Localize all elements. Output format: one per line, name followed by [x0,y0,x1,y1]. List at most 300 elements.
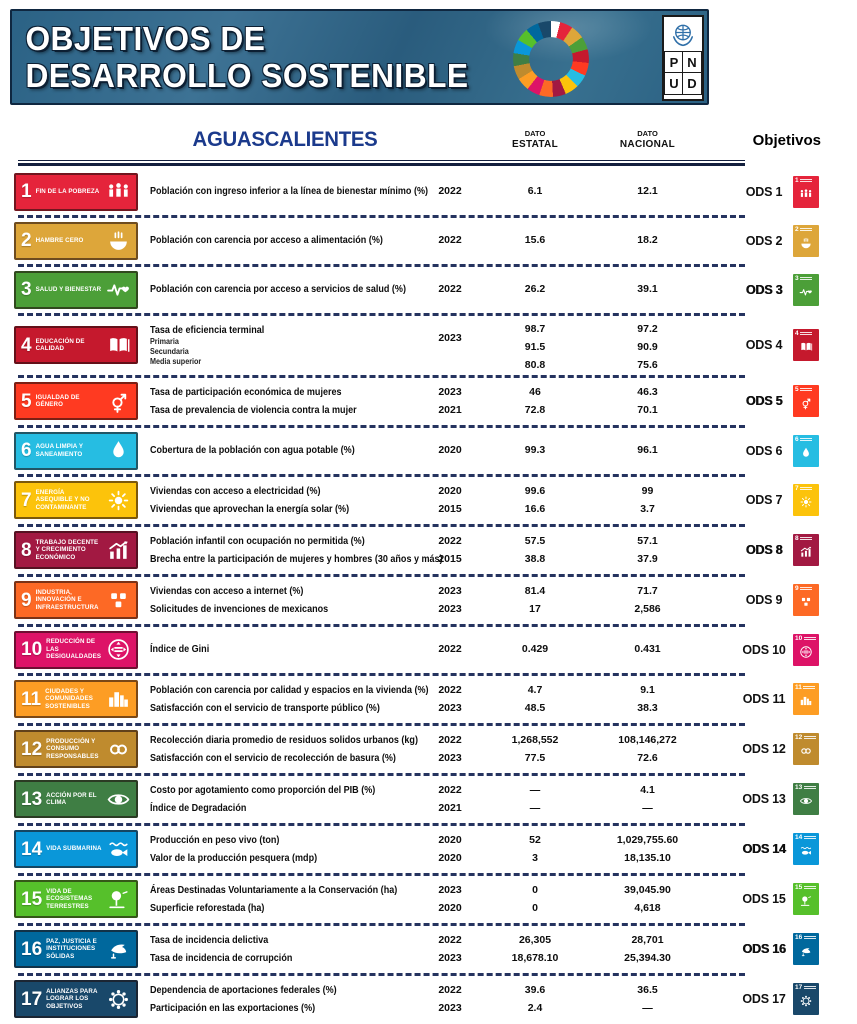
estatal-column [480,834,590,865]
indicator-labels [150,784,420,815]
estatal-value: 17 [529,602,541,615]
badge-number: 12 [21,738,43,760]
year-column [420,834,480,865]
sdg-5-mini-icon [793,385,819,417]
sdg-wheel-icon [799,994,813,1008]
year-value: 2023 [438,584,462,597]
estatal-value: 1,268,552 [511,733,559,746]
ods-label: ODS 9 [745,593,783,607]
fish-icon [799,844,813,858]
pnud-letter: P [664,51,684,74]
badge-number: 15 [21,888,43,910]
indicator-label: Tasa de prevalencia de violencia contra la mujer [150,403,357,416]
estatal-column [480,984,590,1015]
indicator-label: Índice de Degradación [150,801,247,814]
sdg-1-mini-icon [793,176,819,208]
nacional-column [590,834,705,865]
estatal-value: 15.6 [524,234,546,246]
nacional-value: 4.1 [640,783,655,796]
mini-number: 12 [795,734,803,741]
people-icon [106,179,131,204]
badge-name: EDUCACIÓN DE CALIDAD [35,337,85,352]
objetivos-heading: Objetivos [752,131,821,149]
pnud-letters [665,52,701,94]
estatal-value: — [529,801,541,814]
year-value: 2015 [438,502,462,515]
sdg-row-16 [0,925,857,973]
indicator-labels [150,984,420,1015]
year-value: 2020 [438,901,462,914]
indicator-label: Viviendas que aprovechan la energía solar (%) [150,502,350,515]
year-value: 2022 [438,534,462,547]
badge-number: 14 [21,838,43,860]
eye-globe-icon [106,787,131,812]
badge-name: INDUSTRIA, INNOVACIÓN E INFRAESTRUCTURA [35,588,99,611]
estatal-value: 6.1 [527,185,543,197]
year-column [420,585,480,616]
indicator-labels [150,234,420,247]
year-value: 2020 [438,851,462,864]
ods-label: ODS 5 [745,394,783,408]
year-value: 2023 [438,602,462,615]
nacional-column [590,585,705,616]
estatal-value: 98.7 [524,323,546,335]
year-column [420,643,480,656]
indicator-label: Valor de la producción pesquera (mdp) [150,851,318,864]
indicator-label: Viviendas con acceso a electricidad (%) [150,484,321,497]
sdg-row-10 [0,626,857,673]
year-value: 2020 [438,444,462,456]
nacional-value: 18,135.10 [624,851,671,864]
year-value: 2023 [438,385,462,398]
nacional-value: 97.2 [637,323,658,335]
sdg-6-badge [14,432,138,470]
sdg-2-badge [14,222,138,260]
sdg-12-mini-icon [793,733,819,765]
estatal-value: 18,678.10 [511,951,559,964]
mini-title-bars [800,276,817,280]
mini-number: 16 [795,934,803,941]
sdg-8-mini-icon [793,534,819,566]
mini-number: 8 [795,535,799,542]
estatal-value: 3 [532,851,538,864]
year-column [420,386,480,417]
badge-number: 5 [21,390,32,412]
badge-number: 11 [21,688,42,710]
nacional-column [590,485,705,516]
nacional-value: 39.1 [637,283,658,295]
year-value: 2022 [438,683,462,696]
nacional-column [590,322,705,371]
badge-number: 1 [21,181,32,202]
estatal-value: 48.5 [524,701,546,714]
table-header [0,120,857,160]
waterdrop-icon [799,446,813,460]
indicator-labels [150,386,420,417]
mini-title-bars [804,985,817,989]
year-column [420,444,480,457]
nacional-value: 36.5 [637,983,658,996]
estatal-column [480,234,590,247]
ods-label: ODS 14 [742,842,786,856]
indicator-label: Población infantil con ocupación no permitida (%) [150,534,365,547]
year-value: 2021 [438,403,462,416]
badge-number: 4 [21,334,32,356]
nacional-column [590,884,705,915]
year-value: 2022 [438,234,462,246]
estatal-column [480,322,590,371]
mini-number: 10 [795,634,803,642]
year-value: 2022 [438,933,462,946]
gender-icon [106,389,131,414]
badge-number: 13 [21,788,43,810]
sdg-row-17 [0,975,857,1023]
sdg-10-badge [14,631,138,669]
banner-title [12,20,469,94]
indicator-labels [150,324,420,367]
badge-number: 9 [21,589,32,611]
estatal-value: 0 [532,901,538,914]
mini-number: 5 [795,386,799,393]
mini-number: 14 [795,834,803,841]
ods-label: ODS 10 [742,642,786,657]
estatal-column [480,485,590,516]
estatal-value: 26.2 [524,283,546,295]
badge-name: HAMBRE CERO [35,236,84,244]
heartbeat-icon [799,285,813,299]
ods-label: ODS 7 [745,493,783,507]
tree-icon [799,894,813,908]
ods-label: ODS 13 [742,792,786,806]
nacional-value: 12.1 [637,185,658,197]
sdg-7-mini-icon [793,484,819,516]
nacional-column [590,684,705,715]
mini-title-bars [800,486,817,490]
infinity-icon [799,744,813,758]
indicator-label: Viviendas con acceso a internet (%) [150,584,304,597]
sdg-2-mini-icon [793,225,819,257]
mini-title-bars [804,935,817,939]
sdg-3-badge [14,271,138,309]
sdg-row-12 [0,725,857,773]
cubes-icon [799,595,813,609]
indicator-label: Tasa de incidencia delictiva [150,933,269,946]
year-value: 2023 [438,701,462,714]
nacional-value: 28,701 [631,933,664,946]
nacional-column [590,643,705,656]
mini-title-bars [800,387,817,391]
mini-title-bars [800,178,817,182]
nacional-value: 99 [641,484,654,497]
badge-number: 3 [21,279,32,300]
indicator-label: Índice de Gini [150,643,210,655]
nacional-value: 72.6 [637,751,658,764]
badge-number: 2 [21,230,32,251]
year-value: 2022 [438,983,462,996]
nacional-column [590,984,705,1015]
cubes-icon [106,588,131,613]
nacional-value: — [642,1001,653,1014]
mini-title-bars [804,735,817,739]
book-icon [799,340,813,354]
sdg-1-badge [14,173,138,211]
estatal-value: 91.5 [524,341,546,353]
year-value: 2022 [438,643,462,655]
nacional-value: 0.431 [634,643,661,655]
year-value: 2023 [438,751,462,764]
estatal-column [480,444,590,457]
mini-title-bars [804,785,817,789]
mini-number: 17 [795,984,803,991]
year-column [420,185,480,198]
sdg-row-7 [0,476,857,524]
ods-label: ODS 4 [745,338,783,352]
sdg-row-3 [0,266,857,313]
badge-number: 10 [21,639,43,660]
bowl-icon [799,236,813,250]
sdg-10-mini-icon [793,634,819,666]
ods-label: ODS 6 [745,443,783,458]
sdg-12-badge [14,730,138,768]
nacional-value: 25,394.30 [624,951,671,964]
sdg-row-9 [0,576,857,624]
sdg-row-1 [0,168,857,215]
estatal-column [480,643,590,656]
year-value: 2022 [438,783,462,796]
indicator-label: Población con ingreso inferior a la línea de bienestar mínimo (%) [150,185,428,197]
mini-title-bars [800,586,817,590]
mini-title-bars [800,536,817,540]
badge-name: ALIANZAS PARA LOGRAR LOS OBJETIVOS [46,987,98,1010]
mini-title-bars [804,636,817,640]
sdg-row-13 [0,775,857,823]
growth-chart-icon [106,538,131,563]
mini-number: 2 [795,225,799,233]
nacional-value: 1,029,755.60 [616,833,679,846]
sdg-row-8 [0,526,857,574]
nacional-value: — [642,801,653,814]
estatal-column [480,684,590,715]
estatal-value: 99.3 [524,444,546,456]
estatal-value: 2.4 [527,1001,543,1014]
book-icon [106,333,131,358]
sdg-wheel-icon [513,21,589,97]
sdg-3-mini-icon [793,274,819,306]
sdg-11-badge [14,680,138,718]
sdg-9-mini-icon [793,584,819,616]
indicator-label: Participación en las exportaciones (%) [150,1001,316,1014]
indicator-label: Dependencia de aportaciones federales (%) [150,983,337,996]
year-column [420,283,480,296]
estatal-value: 46 [529,385,541,398]
estatal-column [480,185,590,198]
ods-label: ODS 12 [742,742,786,756]
year-value: 2015 [438,552,462,565]
year-value: 2020 [438,833,462,846]
year-column [420,934,480,965]
mini-number: 13 [795,784,803,791]
badge-name: PRODUCCIÓN Y CONSUMO RESPONSABLES [46,737,99,760]
sdg-row-11 [0,675,857,723]
sdg-row-2 [0,217,857,264]
infinity-icon [106,737,131,762]
badge-name: ENERGÍA ASEQUIBLE Y NO CONTAMINANTE [35,488,90,511]
indicator-label: Recolección diaria promedio de residuos solidos urbanos (kg) [150,733,418,746]
sdg-row-5 [0,377,857,425]
indicator-labels [150,734,420,765]
year-value: 2023 [438,951,462,964]
indicator-labels [150,884,420,915]
sdg-row-4 [0,315,857,375]
sdg-row-15 [0,875,857,923]
estatal-column [480,784,590,815]
indicator-sublabel: Secundaria [150,346,189,356]
indicator-label: Población con carencia por acceso a servicios de salud (%) [150,283,406,295]
estatal-value: 80.8 [524,359,546,371]
people-icon [799,187,813,201]
city-icon [106,687,131,712]
heartbeat-icon [106,277,131,302]
estatal-column [480,884,590,915]
badge-name: IGUALDAD DE GÉNERO [35,393,80,408]
mini-number: 4 [795,330,799,337]
year-value: 2023 [438,1001,462,1014]
header-banner [10,9,709,105]
indicator-label: Satisfacción con el servicio de transporte público (%) [150,701,380,714]
mini-number: 9 [795,585,799,592]
sdg-11-mini-icon [793,683,819,715]
nacional-column [590,734,705,765]
estatal-value: 39.6 [524,983,546,996]
banner-title-line2: DESARROLLO SOSTENIBLE [25,57,469,94]
nacional-column [590,185,705,198]
nacional-value: 96.1 [637,444,658,456]
mini-title-bars [800,331,817,335]
sdg-14-mini-icon [793,833,819,865]
sdg-15-badge [14,880,138,918]
estatal-value: 77.5 [524,751,546,764]
indicator-label: Tasa de participación económica de mujeres [150,385,342,398]
sdg-wheel-icon [106,987,131,1012]
badge-name: VIDA SUBMARINA [46,845,102,853]
ods-label: ODS 15 [742,892,786,906]
fish-icon [106,837,131,862]
indicator-labels [150,283,420,296]
estatal-column [480,934,590,965]
nacional-value: 39,045.90 [624,883,671,896]
year-column [420,784,480,815]
indicator-labels [150,585,420,616]
indicator-label: Población con carencia por calidad y espacios en la vivienda (%) [150,683,429,696]
nacional-value: 75.6 [637,359,658,371]
sdg-8-badge [14,531,138,569]
indicator-label: Cobertura de la población con agua potable (%) [150,444,355,456]
nacional-column [590,444,705,457]
indicator-label: Producción en peso vivo (ton) [150,833,280,846]
sdg-17-badge [14,980,138,1018]
mini-title-bars [800,437,817,441]
indicator-label: Satisfacción con el servicio de recolección de basura (%) [150,751,396,764]
gender-icon [799,396,813,410]
sdg-14-badge [14,830,138,868]
col-header-dato-estatal: DATO ESTATAL [512,128,558,150]
nacional-value: 38.3 [637,701,658,714]
ods-label: ODS 3 [745,282,783,297]
indicator-labels [150,444,420,457]
estatal-value: 16.6 [524,502,546,515]
nacional-value: 71.7 [637,584,658,597]
un-emblem-icon [668,20,698,50]
sdg-6-mini-icon [793,435,819,467]
badge-name: PAZ, JUSTICIA E INSTITUCIONES SÓLIDAS [46,937,97,960]
nacional-column [590,234,705,247]
sdg-13-mini-icon [793,783,819,815]
mini-title-bars [804,835,817,839]
sdg-4-mini-icon [793,329,819,361]
estatal-column [480,585,590,616]
ods-label: ODS 17 [742,992,786,1006]
mini-title-bars [800,227,817,231]
dove-icon [106,937,131,962]
year-value: 2023 [438,331,462,344]
ods-label: ODS 16 [742,942,786,956]
badge-number: 17 [21,988,43,1010]
estatal-value: 26,305 [518,933,552,946]
sun-icon [799,495,813,509]
state-title: AGUASCALIENTES [192,128,378,151]
badge-name: AGUA LIMPIA Y SANEAMIENTO [35,443,83,458]
estatal-value: 0 [532,883,538,896]
nacional-column [590,386,705,417]
col-header-dato-nacional: DATO NACIONAL [619,128,676,150]
nacional-value: 2,586 [634,602,661,615]
year-value: 2022 [438,733,462,746]
estatal-value: 4.7 [527,683,543,696]
year-value: 2021 [438,801,462,814]
mini-title-bars [804,885,817,889]
indicator-label: Población con carencia por acceso a alimentación (%) [150,234,383,246]
sdg-16-mini-icon [793,933,819,965]
indicator-label: Tasa de eficiencia terminal [150,323,265,336]
sdg-15-mini-icon [793,883,819,915]
estatal-value: 38.8 [524,552,546,565]
nacional-column [590,535,705,566]
tree-icon [106,887,131,912]
year-column [420,234,480,247]
year-column [420,485,480,516]
nacional-value: 37.9 [637,552,658,565]
sun-icon [106,488,131,513]
badge-name: SALUD Y BIENESTAR [35,285,102,293]
nacional-value: 90.9 [637,341,658,353]
indicator-label: Costo por agotamiento como proporción del PIB (%) [150,783,376,796]
badge-name: TRABAJO DECENTE Y CRECIMIENTO ECONÓMICO [35,538,99,561]
mini-number: 6 [795,435,799,443]
nacional-value: 108,146,272 [618,733,677,746]
estatal-value: 72.8 [524,403,546,416]
indicator-labels [150,934,420,965]
eye-globe-icon [799,794,813,808]
year-value: 2022 [438,283,462,295]
sdg-16-badge [14,930,138,968]
nacional-column [590,283,705,296]
sdg-17-mini-icon [793,983,819,1015]
estatal-column [480,283,590,296]
mini-number: 3 [795,274,799,282]
indicator-label: Brecha entre la participación de mujeres y hombres (30 años y más) [150,552,443,565]
indicator-labels [150,534,443,566]
nacional-value: 18.2 [637,234,658,246]
